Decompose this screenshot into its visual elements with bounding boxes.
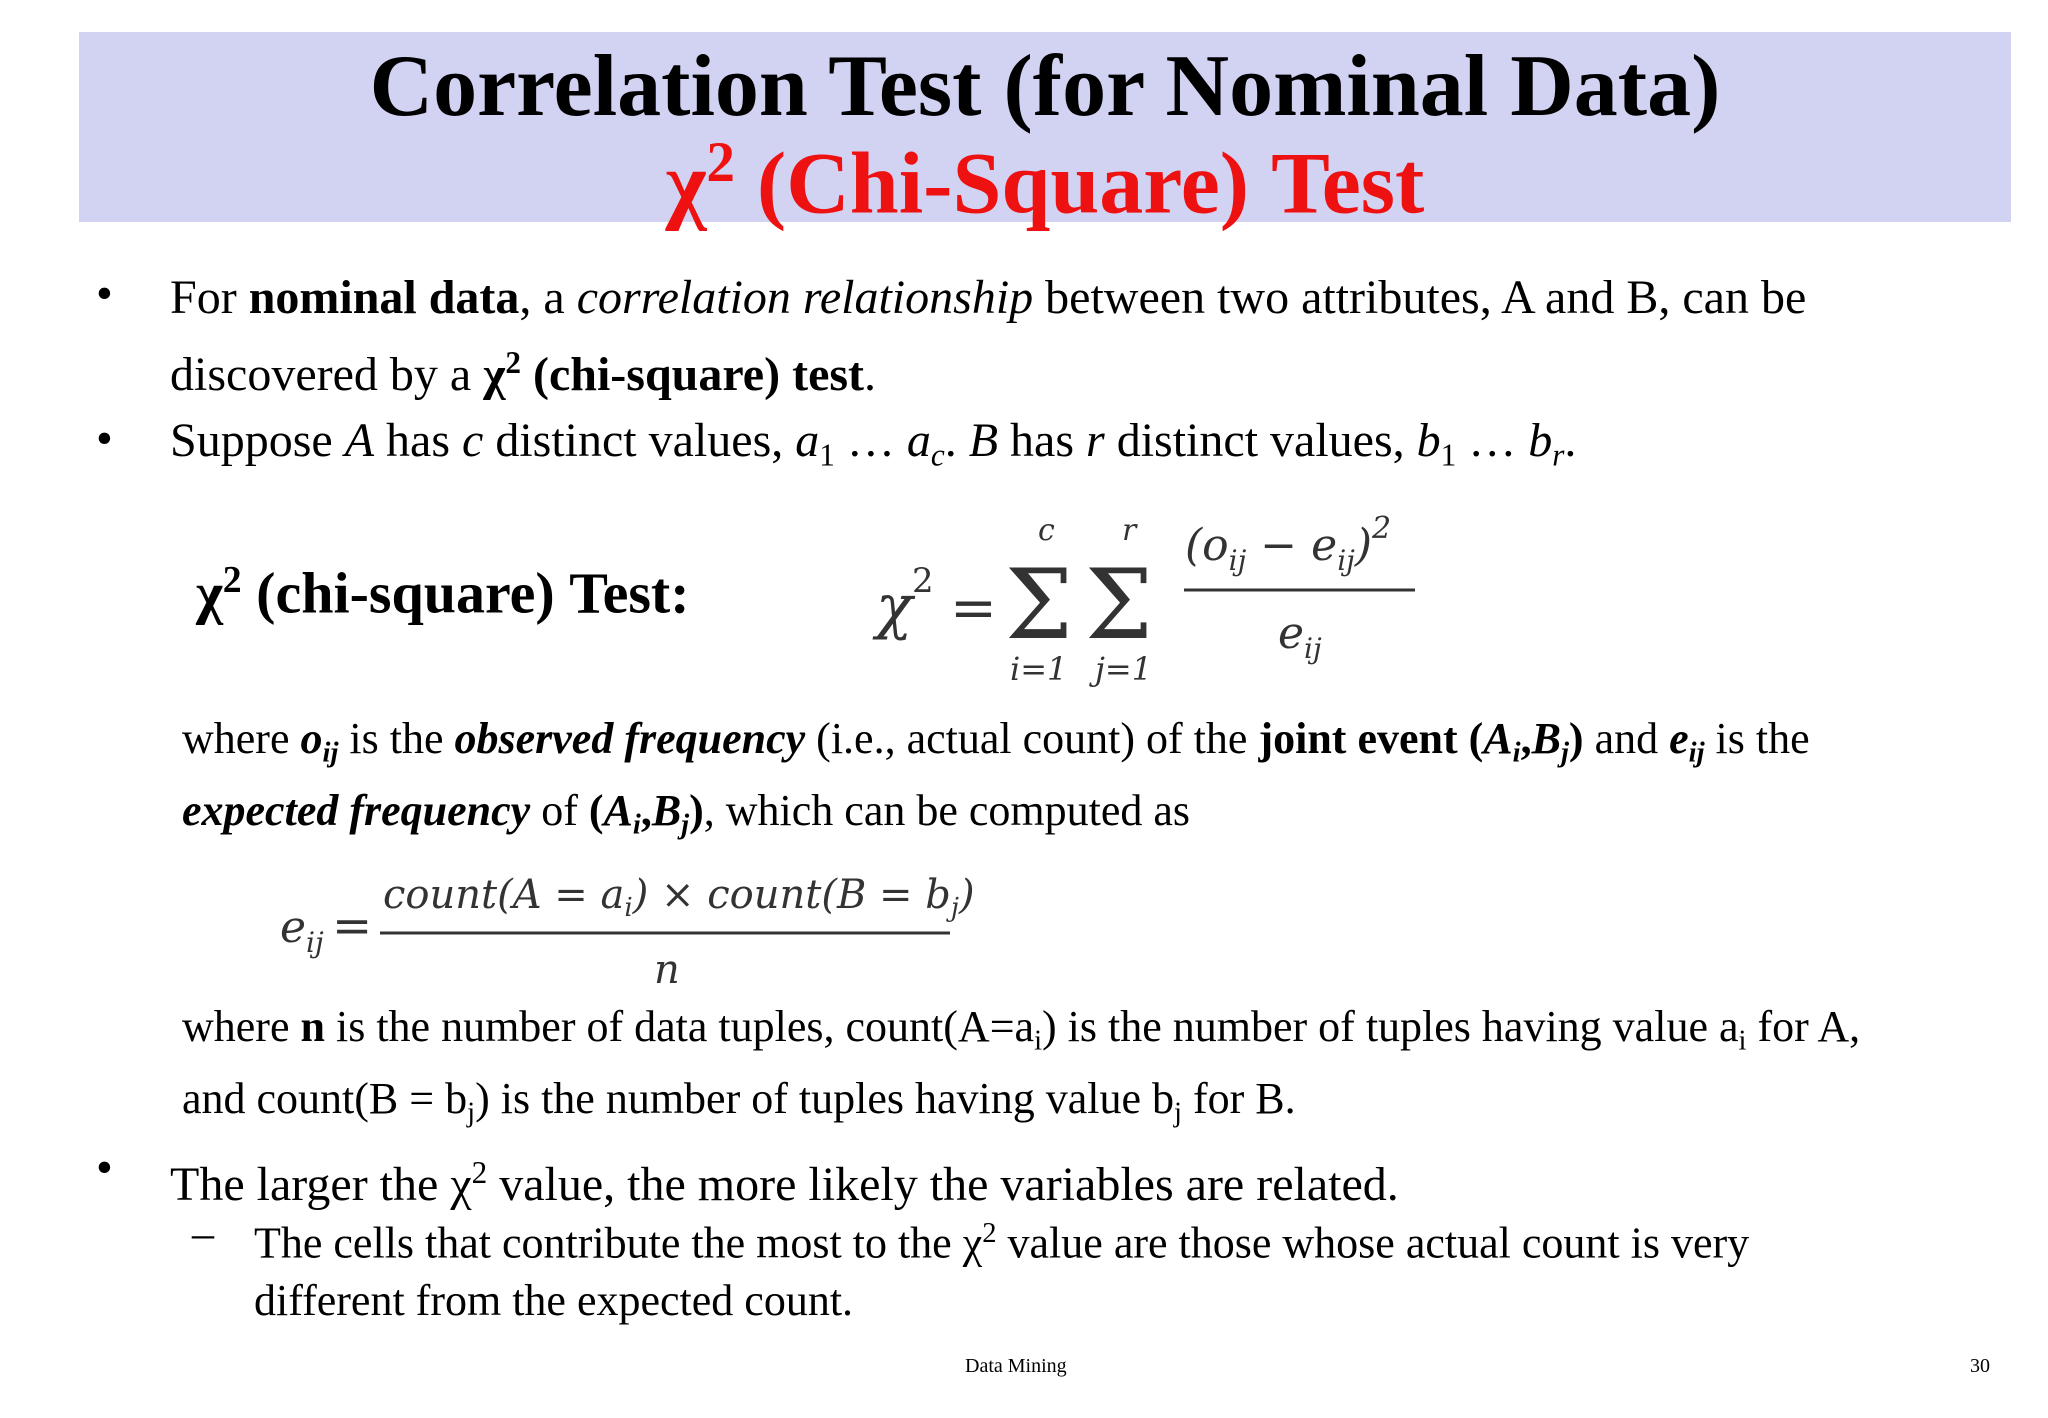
sum-top-c: c [1038, 513, 1055, 548]
formula-chi-lhs: χ [876, 572, 913, 642]
bullet-marker: • [96, 267, 113, 320]
sigma-icon: Σ [1085, 549, 1153, 661]
superscript: 2 [706, 131, 735, 194]
dash-marker: – [192, 1209, 214, 1258]
formula-e-numerator: count(A = $a_i$) × count(B = $b_j$) [383, 872, 975, 923]
sum-bottom-i: i=1 [1010, 650, 1068, 688]
observed-expected-explanation: where $o_{ij}$ is the observed frequency (i.e., actual count) of the joint event $(A_i,B_j)$ and $e_{ij}$ is the expected frequency of $(A_i,B_j)$, which can be computed as [182, 714, 1810, 841]
sigma-icon: Σ [1005, 549, 1073, 661]
formula-e-equals: = [332, 898, 373, 954]
formula-chi-equals: = [950, 576, 997, 641]
footer-label: Data Mining [965, 1355, 1067, 1377]
sub-bullet: The cells that contribute the most to the $\chi^2$ value are those whose actual count is very different from the expected count. [254, 1218, 1750, 1325]
formula-chi-denominator: $e_{ij}$ [1278, 608, 1322, 665]
sum-bottom-j: j=1 [1095, 650, 1153, 688]
formula-chi-lhs-sup: 2 [912, 561, 934, 601]
title-banner [79, 32, 2011, 233]
chi-symbol: χ [665, 135, 707, 233]
slide-subtitle [79, 130, 2011, 235]
chi-square-formula [860, 500, 1440, 700]
page-number: 30 [1970, 1355, 1990, 1377]
bullet-1: For nominal data, a correlation relationship between two attributes, A and B, can be discovered by a $\chi^2$ (chi-square) test. [170, 271, 1807, 402]
count-explanation: where n is the number of data tuples, $count(A=a_i)$ is the number of tuples having value $a_i$ for A, and count(B = $b_j$) is the number of tuples having value $b_j$ for B. [182, 1002, 1861, 1129]
formula-chi-numerator: $(o_{ij} - e_{ij})^2$ [1185, 511, 1392, 577]
formula-e-lhs: $e_{ij}$ [280, 902, 324, 959]
subtitle-text: (Chi-Square) Test [756, 135, 1425, 233]
slide-title: Correlation Test (for Nominal Data) [369, 38, 1721, 135]
sum-top-r: r [1122, 513, 1137, 548]
bullet-2: Suppose A has c distinct values, $a_1$ … $a_c$. B has r distinct values, $b_1$ … $b_r$. [170, 414, 1577, 473]
expected-frequency-formula [270, 860, 975, 1000]
bullet-3: The larger the $\chi^2$ value, the more likely the variables are related. [170, 1155, 1399, 1212]
formula-e-denominator: n [654, 947, 680, 993]
bullet-marker: • [96, 1141, 113, 1194]
bullet-marker: • [96, 412, 113, 465]
test-heading: $\chi^2$ (chi-square) Test: [196, 559, 690, 626]
